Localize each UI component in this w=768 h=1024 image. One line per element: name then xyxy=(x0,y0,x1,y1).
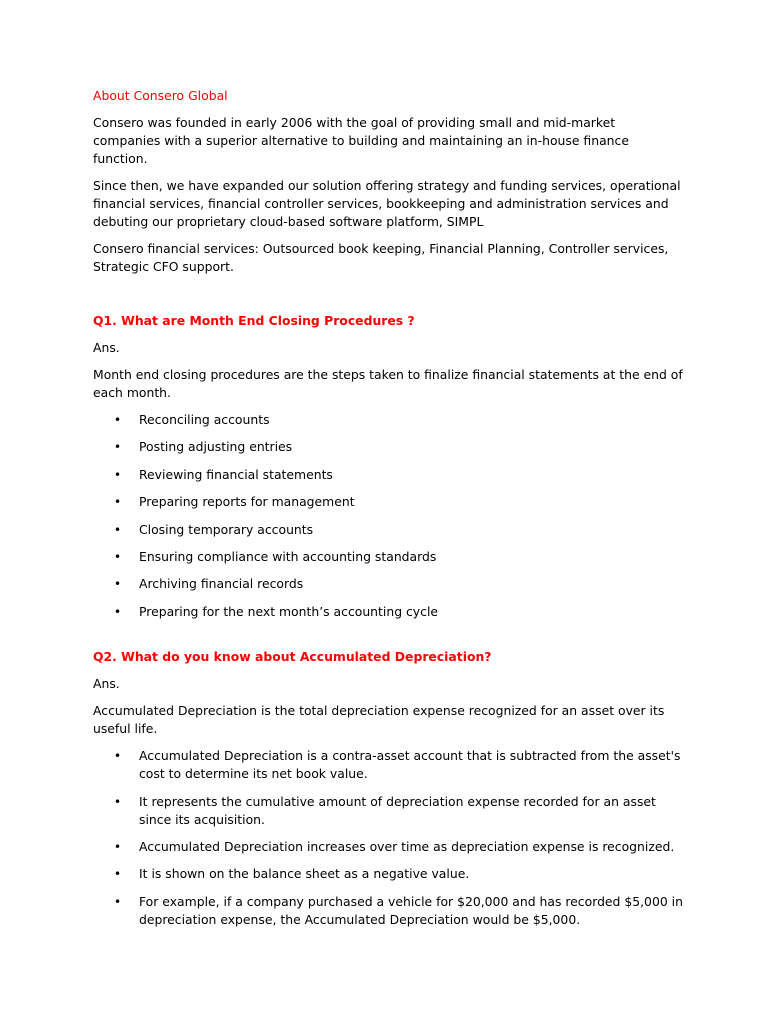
about-paragraph-2: Since then, we have expanded our solution offering strategy and funding services, operational financial services, financial controller services, bookkeeping and administration services and debuting our proprietary cloud-based software platform, SIMPL xyxy=(93,178,681,229)
bullet-icon: • xyxy=(114,413,122,427)
document-page xyxy=(93,87,683,938)
list-item: • Accumulated Depreciation is a contra-asset account that is subtracted from the asset's cost to determine its net book value. xyxy=(114,748,681,782)
bullet-icon: • xyxy=(114,522,122,537)
q2-ans-label: Ans. xyxy=(93,676,120,692)
list-item: • For example, if a company purchased a vehicle for $20,000 and has recorded $5,000 in depreciation expense, the Accumulated Depreciation would be $5,000. xyxy=(114,893,683,927)
list-item: • It is shown on the balance sheet as a negative value. xyxy=(114,866,470,882)
list-item: • Ensuring compliance with accounting standards xyxy=(114,548,437,564)
bullet-icon: • xyxy=(114,749,122,764)
bullet-icon: • xyxy=(114,867,122,882)
bullet-icon: • xyxy=(114,467,122,482)
bullet-icon: • xyxy=(114,440,122,455)
list-item: • Accumulated Depreciation increases over time as depreciation expense is recognized. xyxy=(114,838,675,854)
list-item: • Preparing for the next month’s accounting cycle xyxy=(114,603,439,619)
list-item: • Posting adjusting entries xyxy=(114,439,293,455)
bullet-icon: • xyxy=(114,495,122,510)
q2-bullet-list xyxy=(93,747,683,929)
bullet-icon: • xyxy=(114,894,122,909)
about-heading: About Consero Global xyxy=(93,88,228,103)
q1-ans-label: Ans. xyxy=(93,340,120,355)
bullet-icon: • xyxy=(114,839,122,854)
q1-heading: Q1. What are Month End Closing Procedures ? xyxy=(93,313,415,328)
list-item: • Reviewing financial statements xyxy=(114,466,333,482)
q2-heading: Q2. What do you know about Accumulated Depreciation? xyxy=(93,649,492,665)
q2-intro: Accumulated Depreciation is the total depreciation expense recognized for an asset over its useful life. xyxy=(93,703,665,737)
about-paragraph-1: Consero was founded in early 2006 with the goal of providing small and mid-market companies with a superior alternative to building and maintaining an in-house finance function. xyxy=(93,115,629,166)
q1-intro: Month end closing procedures are the steps taken to finalize financial statements at the end of each month. xyxy=(93,367,683,400)
list-item: • Archiving financial records xyxy=(114,576,304,592)
list-item: • Preparing reports for management xyxy=(114,494,355,510)
list-item: • It represents the cumulative amount of depreciation expense recorded for an asset since its acquisition. xyxy=(114,793,656,827)
bullet-icon: • xyxy=(114,577,122,592)
q1-bullet-list xyxy=(93,411,683,621)
about-paragraph-3: Consero financial services: Outsourced book keeping, Financial Planning, Controller services, Strategic CFO support. xyxy=(93,241,669,274)
list-item: • Reconciling accounts xyxy=(114,412,270,427)
list-item: • Closing temporary accounts xyxy=(114,521,314,537)
bullet-icon: • xyxy=(114,549,122,564)
bullet-icon: • xyxy=(114,604,122,619)
bullet-icon: • xyxy=(114,794,122,809)
